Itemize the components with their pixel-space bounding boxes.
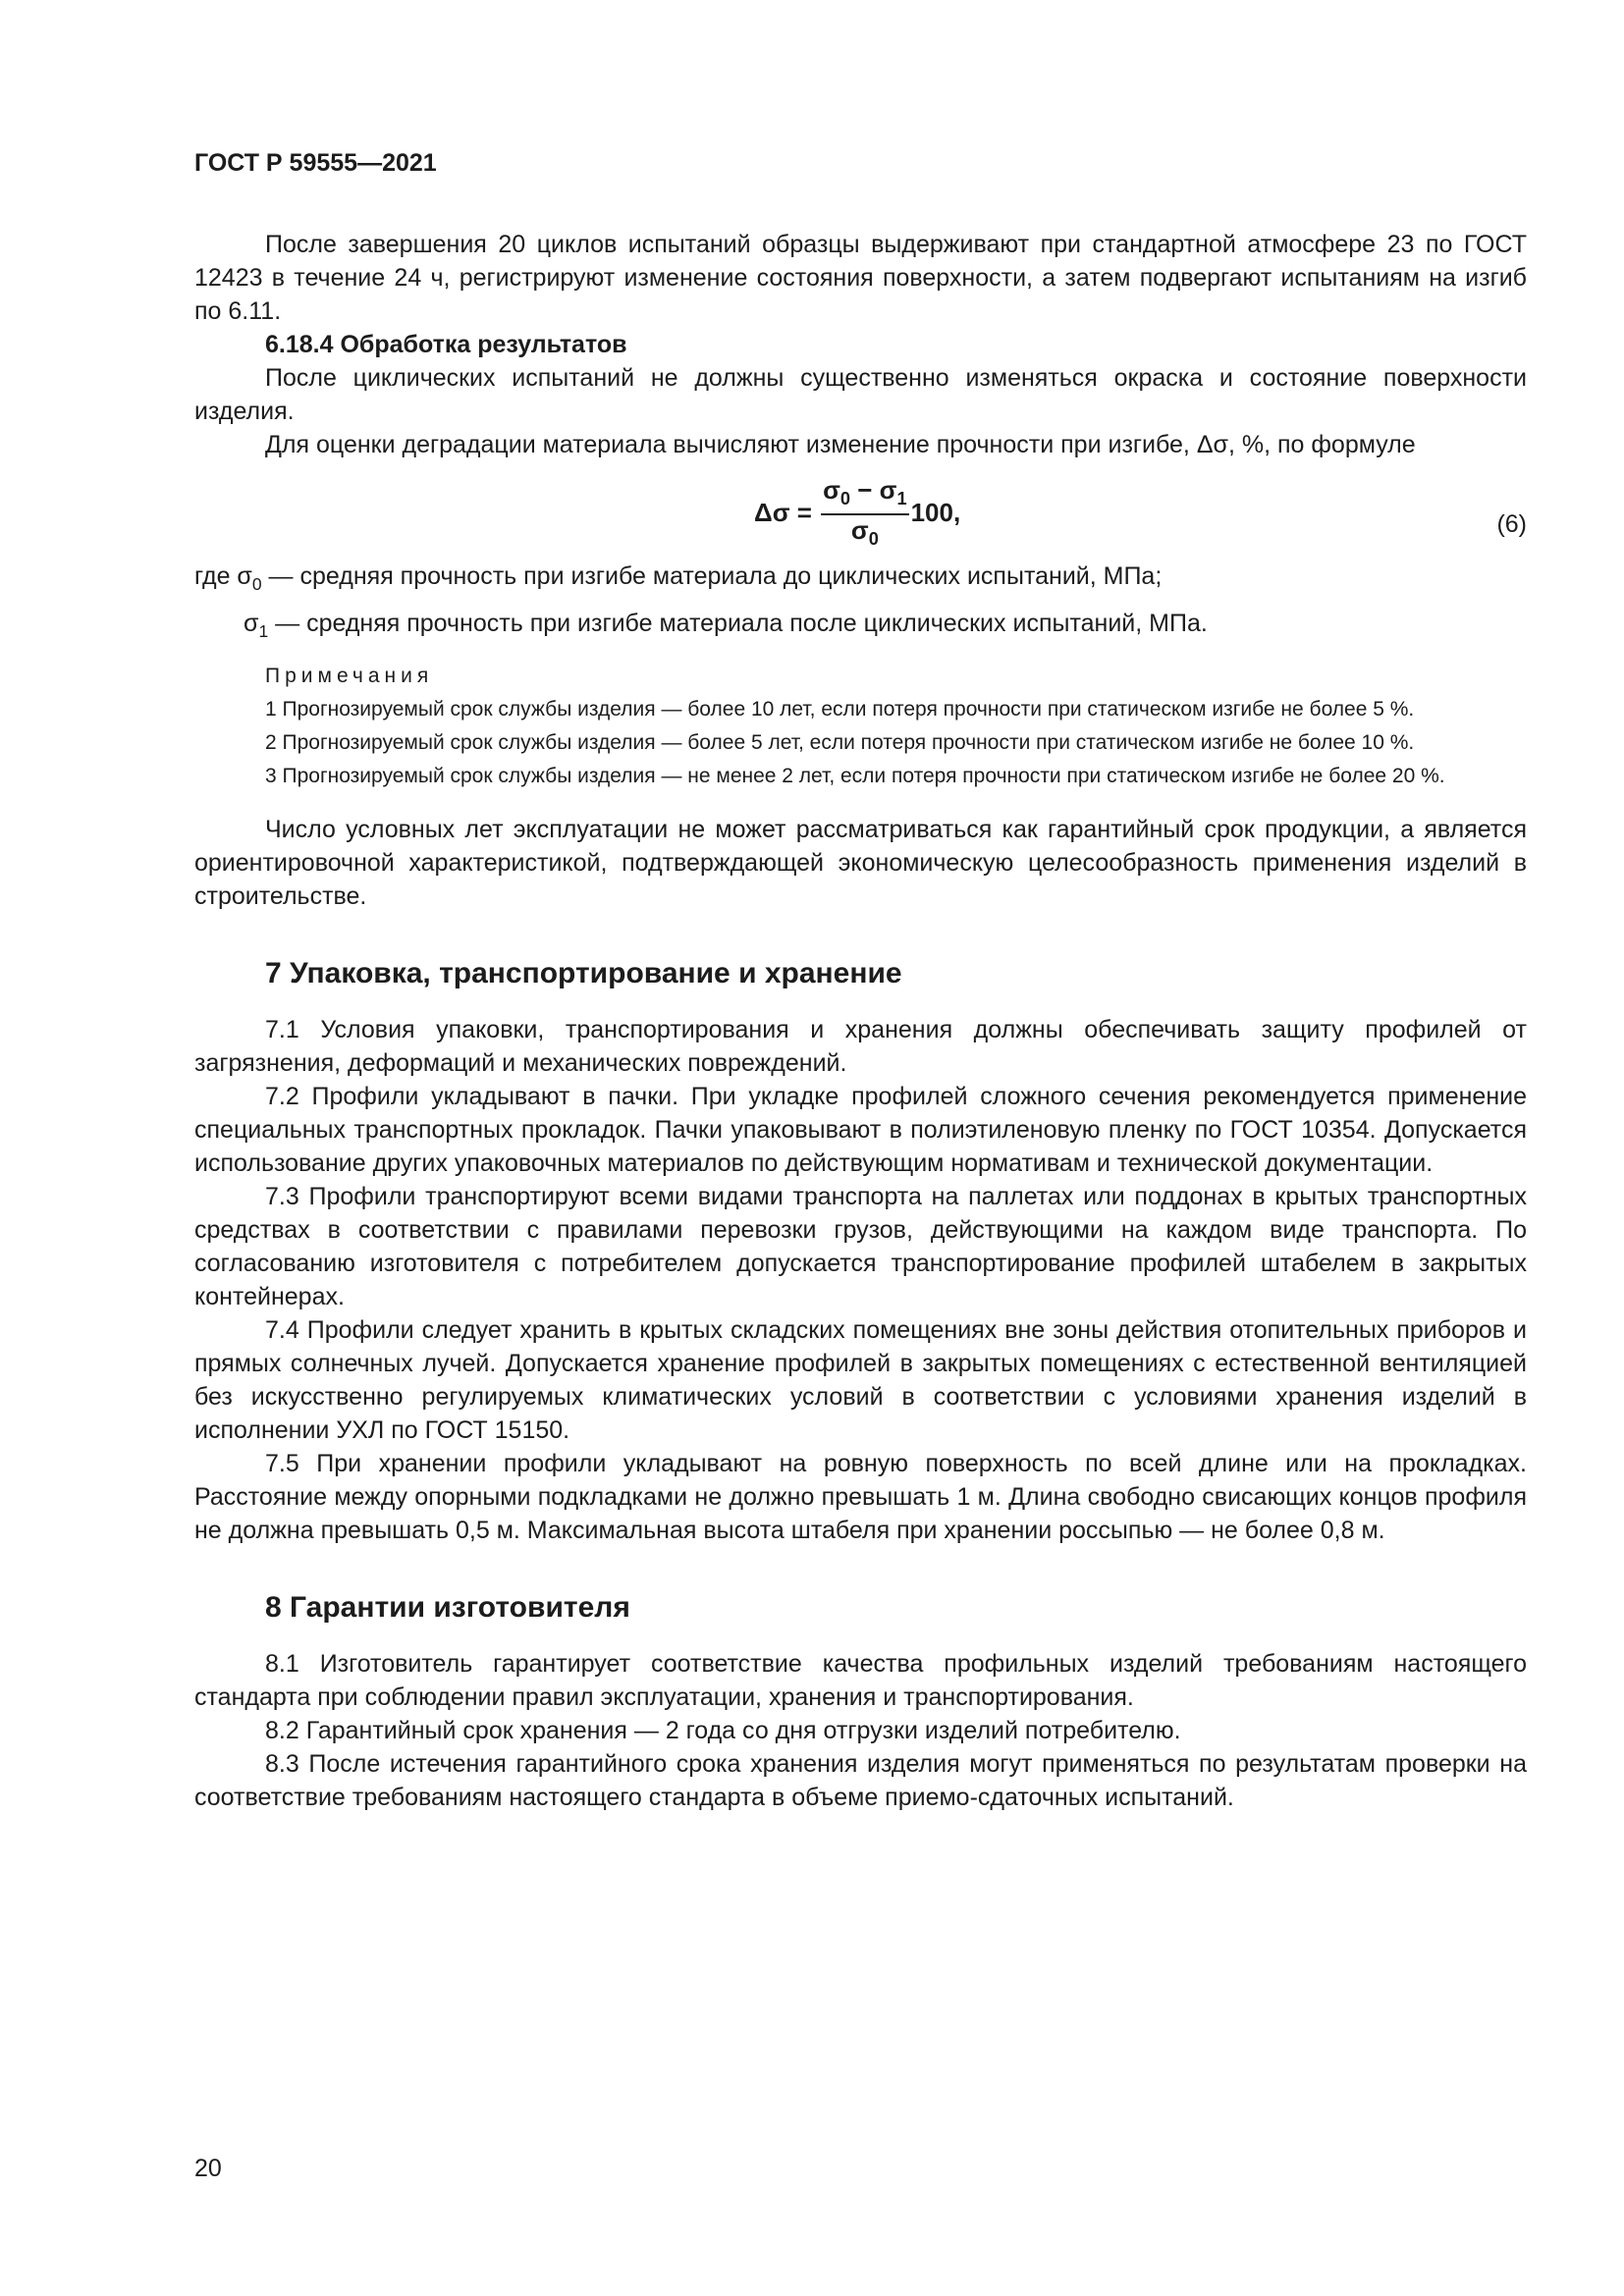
page-body [194,228,1527,1814]
clause-7-1: 7.1 Условия упаковки, транспортирования и хранения должны обеспечивать защиту профилей от загрязнения, деформаций и механических повреждений. [194,1016,1527,1077]
formula-6 [194,471,1527,550]
page-number: 20 [194,2155,222,2182]
clause-8-3: 8.3 После истечения гарантийного срока хранения изделия могут применяться по результатам проверки на соответствие требованиям настоящего стандарта в объеме приемо-сдаточных испытаний. [194,1750,1527,1811]
formula-numerator: $\sigma_0 - \sigma_1$ [821,475,908,515]
note-2: 2 Прогнозируемый срок службы изделия — более 5 лет, если потеря прочности при статическом изгибе не более 10 %. [265,731,1415,754]
formula-fraction [821,475,908,554]
notes-title: Примечания [265,665,434,687]
section-8-title: 8 Гарантии изготовителя [265,1591,630,1624]
note-3: 3 Прогнозируемый срок службы изделия — не менее 2 лет, если потеря прочности при статическом изгибе не более 20 %. [265,765,1445,787]
clause-7-4: 7.4 Профили следует хранить в крытых складских помещениях вне зоны действия отопительных приборов и прямых солнечных лучей. Допускается хранение профилей в закрытых помещениях с естественной вентиляцией без искусственно регулируемых климатических условий в соответствии с условиями хранения изделий в исполнении УХЛ по ГОСТ 15150. [194,1316,1527,1444]
paragraph-6-18-4-1: После циклических испытаний не должны существенно изменяться окраска и состояние поверхности изделия. [194,364,1527,425]
clause-8-1: 8.1 Изготовитель гарантирует соответствие качества профильных изделий требованиям настоящего стандарта при соблюдении правил эксплуатации, хранения и транспортирования. [194,1650,1527,1711]
document-header: ГОСТ Р 59555—2021 [194,149,437,177]
formula-denominator: $\sigma_0$ [850,515,879,549]
where-sigma0: где $\sigma_0$ — средняя прочность при изгибе материала до циклических испытаний, МПа; [194,562,1163,594]
clause-8-2: 8.2 Гарантийный срок хранения — 2 года со дня отгрузки изделий потребителю. [265,1717,1181,1744]
section-7-title: 7 Упаковка, транспортирование и хранение [265,957,902,989]
clause-7-2: 7.2 Профили укладывают в пачки. При укладке профилей сложного сечения рекомендуется применение специальных транспортных прокладок. Пачки упаковывают в полиэтиленовую пленку по ГОСТ 10354. Допускается использование других упаковочных материалов по действующим нормативам и технической документации. [194,1083,1527,1177]
formula-lhs: Δσ = [754,497,812,527]
subsection-6-18-4-title: 6.18.4 Обработка результатов [265,331,627,358]
paragraph-6-18-4-2: Для оценки деградации материала вычисляют изменение прочности при изгибе, Δσ, %, по формуле [265,431,1416,458]
paragraph-intro: После завершения 20 циклов испытаний образцы выдерживают при стандартной атмосфере 23 по ГОСТ 12423 в течение 24 ч, регистрируют изменение состояния поверхности, а затем подвергают испытаниям на изгиб по 6.11. [194,231,1527,325]
clause-7-3: 7.3 Профили транспортируют всеми видами транспорта на паллетах или поддонах в крытых транспортных средствах в соответствии с правилами перевозки грузов, действующими на каждом виде транспорта. По согласованию изготовителя с потребителем допускается транспортирование профилей штабелем в закрытых контейнерах. [194,1183,1527,1310]
formula-expression [754,475,960,554]
note-1: 1 Прогнозируемый срок службы изделия — более 10 лет, если потеря прочности при статическом изгибе не более 5 %. [265,698,1415,721]
clause-7-5: 7.5 При хранении профили укладывают на ровную поверхность по всей длине или на прокладках. Расстояние между опорными подкладками не должно превышать 1 м. Длина свободно свисающих концов профиля не должна превышать 0,5 м. Максимальная высота штабеля при хранении россыпью — не более 0,8 м. [194,1450,1527,1544]
formula-number: (6) [1496,510,1527,538]
where-sigma1: $\sigma_1$ — средняя прочность при изгибе материала после циклических испытаний, МПа. [244,610,1208,641]
formula-tail: 100, [910,497,961,527]
paragraph-conditional-years: Число условных лет эксплуатации не может рассматриваться как гарантийный срок продукции, а является ориентировочной характеристикой, подтверждающей экономическую целесообразность применения изделий в строительстве. [194,816,1527,910]
